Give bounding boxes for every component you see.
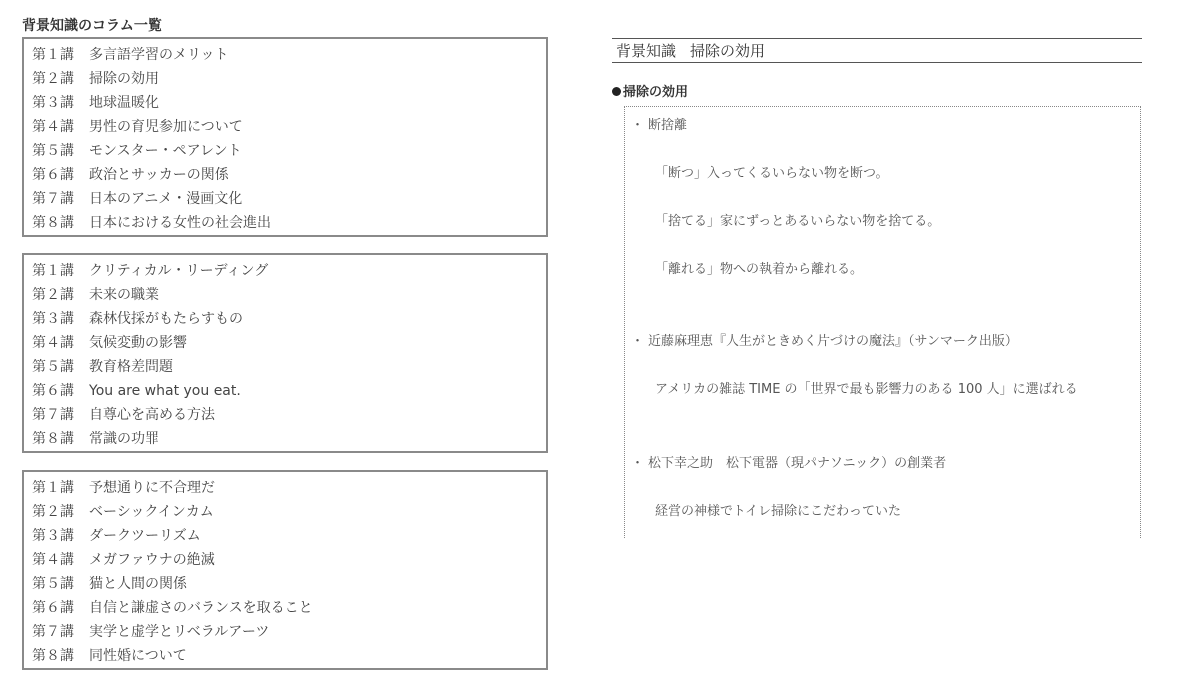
list-dot: ・	[631, 118, 645, 133]
lecture-group-1	[22, 37, 548, 237]
lecture-title[interactable]: 掃除の効用	[89, 71, 159, 87]
lecture-number: 第５講	[32, 359, 74, 375]
lecture-row[interactable]	[32, 620, 546, 644]
lecture-number: 第５講	[32, 576, 74, 592]
lecture-number: 第１講	[32, 47, 74, 63]
lecture-title[interactable]: 未来の職業	[89, 287, 159, 303]
lecture-row[interactable]	[32, 139, 546, 163]
entry-kondo-text: 近藤麻理恵『人生がときめく片づけの魔法』（サンマーク出版）	[648, 334, 1018, 349]
section-heading	[612, 84, 688, 102]
detail-title-bar	[612, 38, 1142, 63]
lecture-row[interactable]	[32, 331, 546, 355]
lecture-number: 第７講	[32, 407, 74, 423]
lecture-title[interactable]: You are what you eat.	[89, 383, 241, 399]
lecture-title[interactable]: 同性婚について	[89, 648, 187, 664]
lecture-row[interactable]	[32, 91, 546, 115]
lecture-row[interactable]	[32, 355, 546, 379]
lecture-row[interactable]	[32, 500, 546, 524]
lecture-row[interactable]	[32, 259, 546, 283]
lecture-title[interactable]: 自信と謙虚さのバランスを取ること	[89, 600, 313, 616]
lecture-row[interactable]	[32, 427, 546, 451]
lecture-row[interactable]	[32, 596, 546, 620]
lecture-group-2	[22, 253, 548, 453]
content-box	[624, 106, 1141, 538]
lecture-title[interactable]: メガファウナの絶滅	[89, 552, 215, 568]
lecture-number: 第７講	[32, 624, 74, 640]
detail-panel	[612, 38, 1142, 538]
detail-title	[616, 41, 765, 61]
lecture-number: 第３講	[32, 95, 74, 111]
entry-line-hanareru: 「離れる」物への執着から離れる。	[655, 262, 864, 277]
section-heading-label: 掃除の効用	[623, 85, 689, 100]
lecture-row[interactable]	[32, 211, 546, 235]
lecture-number: 第５講	[32, 143, 74, 159]
lecture-number: 第１講	[32, 263, 74, 279]
lecture-title[interactable]: ダークツーリズム	[89, 528, 201, 544]
bullet-icon	[612, 87, 621, 96]
lecture-row[interactable]	[32, 163, 546, 187]
lecture-number: 第６講	[32, 383, 74, 399]
lecture-row[interactable]	[32, 572, 546, 596]
lecture-title[interactable]: 地球温暖化	[89, 95, 159, 111]
lecture-row[interactable]	[32, 43, 546, 67]
entry-matsushita-text: 松下幸之助 松下電器（現パナソニック）の創業者	[648, 456, 947, 471]
column-list-heading: 背景知識のコラム一覧	[22, 18, 162, 34]
lecture-title[interactable]: 予想通りに不合理だ	[89, 480, 215, 496]
entry-line-suteru: 「捨てる」家にずっとあるいらない物を捨てる。	[655, 214, 941, 229]
lecture-row[interactable]	[32, 283, 546, 307]
lecture-title[interactable]: クリティカル・リーディング	[89, 263, 269, 279]
entry-danshari-text: 断捨離	[648, 118, 688, 133]
lecture-title[interactable]: 日本における女性の社会進出	[89, 215, 271, 231]
lecture-number: 第８講	[32, 215, 74, 231]
lecture-title[interactable]: 教育格差問題	[89, 359, 173, 375]
lecture-number: 第６講	[32, 600, 74, 616]
entry-matsushita	[631, 455, 946, 473]
lecture-row[interactable]	[32, 403, 546, 427]
list-dot: ・	[631, 334, 645, 349]
lecture-number: 第４講	[32, 552, 74, 568]
lecture-number: 第８講	[32, 431, 74, 447]
lecture-title[interactable]: 気候変動の影響	[89, 335, 187, 351]
lecture-title[interactable]: モンスター・ペアレント	[89, 143, 242, 159]
lecture-title[interactable]: 自尊心を高める方法	[89, 407, 215, 423]
detail-title-category: 背景知識	[616, 42, 677, 60]
lecture-row[interactable]	[32, 524, 546, 548]
lecture-number: 第２講	[32, 71, 74, 87]
lecture-number: 第４講	[32, 119, 74, 135]
lecture-row[interactable]	[32, 644, 546, 668]
lecture-row[interactable]	[32, 379, 546, 403]
lecture-title[interactable]: 実学と虚学とリベラルアーツ	[89, 624, 270, 640]
lecture-title[interactable]: 森林伐採がもたらすもの	[89, 311, 243, 327]
entry-line-tatsu: 「断つ」入ってくるいらない物を断つ。	[655, 166, 889, 181]
lecture-number: 第１講	[32, 480, 74, 496]
entry-matsushita-note: 経営の神様でトイレ掃除にこだわっていた	[655, 504, 901, 519]
lecture-row[interactable]	[32, 187, 546, 211]
lecture-title[interactable]: 常識の功罪	[89, 431, 159, 447]
lecture-row[interactable]	[32, 67, 546, 91]
entry-kondo	[631, 333, 1018, 351]
lecture-row[interactable]	[32, 548, 546, 572]
lecture-row[interactable]	[32, 476, 546, 500]
lecture-title[interactable]: 政治とサッカーの関係	[89, 167, 229, 183]
lecture-title[interactable]: 男性の育児参加について	[89, 119, 243, 135]
lecture-number: 第２講	[32, 287, 74, 303]
entry-kondo-note: アメリカの雑誌 TIME の「世界で最も影響力のある 100 人」に選ばれる	[655, 382, 1078, 397]
lecture-title[interactable]: ベーシックインカム	[89, 504, 214, 520]
entry-danshari	[631, 117, 687, 135]
lecture-row[interactable]	[32, 307, 546, 331]
lecture-number: 第２講	[32, 504, 74, 520]
lecture-number: 第６講	[32, 167, 74, 183]
lecture-group-3	[22, 470, 548, 670]
lecture-row[interactable]	[32, 115, 546, 139]
lecture-number: 第７講	[32, 191, 74, 207]
lecture-number: 第４講	[32, 335, 74, 351]
lecture-number: 第８講	[32, 648, 74, 664]
lecture-title[interactable]: 多言語学習のメリット	[89, 47, 229, 63]
list-dot: ・	[631, 456, 645, 471]
lecture-number: 第３講	[32, 311, 74, 327]
lecture-number: 第３講	[32, 528, 74, 544]
lecture-title[interactable]: 猫と人間の関係	[89, 576, 187, 592]
lecture-title[interactable]: 日本のアニメ・漫画文化	[89, 191, 243, 207]
detail-title-topic: 掃除の効用	[690, 42, 766, 60]
